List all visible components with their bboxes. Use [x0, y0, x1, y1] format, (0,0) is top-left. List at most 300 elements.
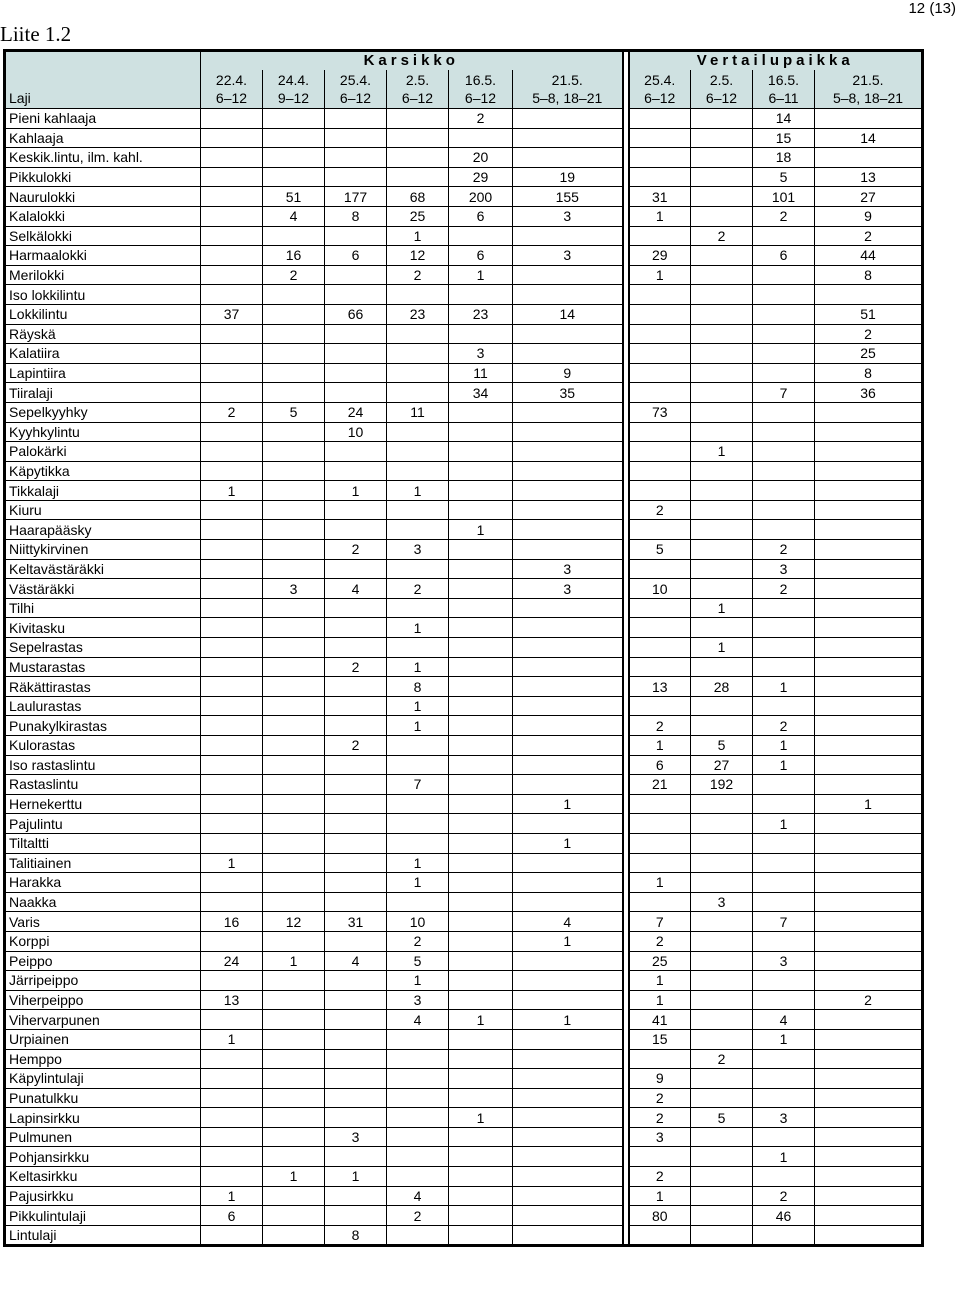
- count-cell: [815, 716, 923, 736]
- count-cell: [449, 1225, 513, 1246]
- count-cell: [263, 109, 325, 129]
- count-cell: [449, 461, 513, 481]
- count-cell: [263, 559, 325, 579]
- count-cell: [387, 794, 449, 814]
- count-cell: [449, 853, 513, 873]
- count-cell: [513, 285, 623, 305]
- count-cell: [753, 1069, 815, 1089]
- count-cell: [201, 540, 263, 560]
- count-cell: [449, 324, 513, 344]
- count-cell: 28: [691, 677, 753, 697]
- count-cell: 11: [387, 402, 449, 422]
- count-cell: 1: [691, 598, 753, 618]
- count-cell: [325, 344, 387, 364]
- count-cell: [387, 1167, 449, 1187]
- count-cell: [815, 677, 923, 697]
- species-name: Harmaalokki: [5, 246, 201, 266]
- column-time: 6–11: [768, 90, 799, 106]
- count-cell: 1: [201, 1029, 263, 1049]
- count-cell: [629, 167, 691, 187]
- count-cell: [815, 951, 923, 971]
- count-cell: 3: [753, 951, 815, 971]
- count-cell: [513, 990, 623, 1010]
- count-cell: [449, 1147, 513, 1167]
- count-cell: [263, 990, 325, 1010]
- count-cell: [325, 755, 387, 775]
- count-cell: [753, 990, 815, 1010]
- count-cell: 9: [815, 206, 923, 226]
- count-cell: [201, 187, 263, 207]
- count-cell: [815, 1108, 923, 1128]
- count-cell: [201, 716, 263, 736]
- count-cell: [387, 814, 449, 834]
- count-cell: 155: [513, 187, 623, 207]
- table-row: [5, 461, 923, 481]
- count-cell: 29: [449, 167, 513, 187]
- count-cell: [513, 736, 623, 756]
- count-cell: [513, 1088, 623, 1108]
- table-row: [5, 1088, 923, 1108]
- count-cell: [449, 657, 513, 677]
- count-cell: 4: [753, 1010, 815, 1030]
- count-cell: 2: [753, 716, 815, 736]
- count-cell: [753, 285, 815, 305]
- column-date: 16.5.: [464, 72, 497, 88]
- species-name: Iso lokkilintu: [5, 285, 201, 305]
- table-row: [5, 853, 923, 873]
- count-cell: [201, 1108, 263, 1128]
- count-cell: [629, 657, 691, 677]
- count-cell: [325, 814, 387, 834]
- count-cell: [201, 1049, 263, 1069]
- count-cell: [691, 187, 753, 207]
- count-cell: [691, 481, 753, 501]
- count-cell: 1: [201, 1186, 263, 1206]
- table-row: [5, 892, 923, 912]
- species-name: Hemppo: [5, 1049, 201, 1069]
- count-cell: [691, 931, 753, 951]
- count-cell: [513, 422, 623, 442]
- count-cell: [753, 226, 815, 246]
- count-cell: [691, 794, 753, 814]
- count-cell: [691, 265, 753, 285]
- count-cell: [629, 363, 691, 383]
- species-name: Haarapääsky: [5, 520, 201, 540]
- count-cell: 15: [629, 1029, 691, 1049]
- count-cell: [513, 442, 623, 462]
- column-time: 5–8, 18–21: [832, 90, 904, 106]
- table-row: [5, 1186, 923, 1206]
- count-cell: 6: [629, 755, 691, 775]
- count-cell: [691, 971, 753, 991]
- table-row: [5, 206, 923, 226]
- count-cell: [629, 304, 691, 324]
- count-cell: [325, 520, 387, 540]
- count-cell: [691, 1186, 753, 1206]
- count-cell: 2: [753, 540, 815, 560]
- count-cell: [201, 1088, 263, 1108]
- count-cell: 66: [325, 304, 387, 324]
- count-cell: [201, 755, 263, 775]
- count-cell: [201, 148, 263, 168]
- count-cell: [753, 833, 815, 853]
- count-cell: 3: [629, 1127, 691, 1147]
- count-cell: [691, 422, 753, 442]
- count-cell: 51: [263, 187, 325, 207]
- count-cell: 1: [449, 265, 513, 285]
- count-cell: [325, 383, 387, 403]
- count-cell: 51: [815, 304, 923, 324]
- species-name: Palokärki: [5, 442, 201, 462]
- count-cell: [513, 128, 623, 148]
- table-row: [5, 109, 923, 129]
- count-cell: [513, 500, 623, 520]
- table-row: [5, 363, 923, 383]
- count-cell: [449, 892, 513, 912]
- count-cell: 18: [753, 148, 815, 168]
- count-cell: [815, 559, 923, 579]
- count-cell: [691, 579, 753, 599]
- count-cell: [201, 461, 263, 481]
- count-cell: [629, 481, 691, 501]
- count-cell: 35: [513, 383, 623, 403]
- count-cell: [691, 1127, 753, 1147]
- count-cell: [691, 383, 753, 403]
- count-cell: [753, 892, 815, 912]
- count-cell: 3: [513, 206, 623, 226]
- count-cell: [815, 285, 923, 305]
- count-cell: [753, 931, 815, 951]
- count-cell: 1: [513, 833, 623, 853]
- count-cell: [263, 324, 325, 344]
- count-cell: [201, 677, 263, 697]
- count-cell: [513, 109, 623, 129]
- count-cell: [263, 128, 325, 148]
- column-time: 9–12: [277, 90, 310, 106]
- count-cell: [691, 148, 753, 168]
- species-name: Lapinsirkku: [5, 1108, 201, 1128]
- table-row: [5, 1167, 923, 1187]
- table-row: [5, 226, 923, 246]
- count-cell: 1: [629, 1186, 691, 1206]
- count-cell: [387, 833, 449, 853]
- count-cell: 68: [387, 187, 449, 207]
- count-cell: [815, 148, 923, 168]
- count-cell: 24: [325, 402, 387, 422]
- count-cell: [629, 344, 691, 364]
- count-cell: [449, 638, 513, 658]
- count-cell: [263, 931, 325, 951]
- table-row: [5, 324, 923, 344]
- count-cell: [325, 285, 387, 305]
- count-cell: 1: [691, 638, 753, 658]
- count-cell: 6: [449, 246, 513, 266]
- count-cell: 2: [753, 1186, 815, 1206]
- count-cell: 1: [325, 1167, 387, 1187]
- species-name: Kyyhkylintu: [5, 422, 201, 442]
- count-cell: [691, 461, 753, 481]
- count-cell: [753, 324, 815, 344]
- count-cell: [449, 402, 513, 422]
- count-cell: [325, 853, 387, 873]
- count-cell: [691, 109, 753, 129]
- count-cell: [263, 814, 325, 834]
- count-cell: 14: [513, 304, 623, 324]
- count-cell: [513, 1069, 623, 1089]
- species-name: Talitiainen: [5, 853, 201, 873]
- count-cell: 1: [629, 206, 691, 226]
- count-cell: 1: [387, 716, 449, 736]
- species-name: Varis: [5, 912, 201, 932]
- count-cell: 2: [629, 1167, 691, 1187]
- count-cell: [629, 814, 691, 834]
- column-header-right-0: [629, 70, 691, 109]
- count-cell: 11: [449, 363, 513, 383]
- table-row: [5, 1127, 923, 1147]
- table-row: [5, 1069, 923, 1089]
- count-cell: 14: [815, 128, 923, 148]
- count-cell: [325, 1049, 387, 1069]
- count-cell: [753, 481, 815, 501]
- count-cell: [815, 520, 923, 540]
- count-cell: 73: [629, 402, 691, 422]
- count-cell: 7: [753, 912, 815, 932]
- count-cell: [387, 461, 449, 481]
- count-cell: [387, 324, 449, 344]
- count-cell: 7: [753, 383, 815, 403]
- count-cell: [815, 402, 923, 422]
- count-cell: [513, 344, 623, 364]
- count-cell: [263, 833, 325, 853]
- species-name: Pohjansirkku: [5, 1147, 201, 1167]
- species-name: Pikkulintulaji: [5, 1206, 201, 1226]
- count-cell: 1: [387, 226, 449, 246]
- table-row: [5, 520, 923, 540]
- count-cell: [449, 990, 513, 1010]
- species-name: Vihervarpunen: [5, 1010, 201, 1030]
- species-name: Sepelkyyhky: [5, 402, 201, 422]
- count-cell: 1: [201, 481, 263, 501]
- count-cell: [513, 461, 623, 481]
- count-cell: [325, 500, 387, 520]
- count-cell: [263, 344, 325, 364]
- count-cell: [513, 892, 623, 912]
- count-cell: 1: [753, 677, 815, 697]
- count-cell: [387, 1029, 449, 1049]
- species-name: Tilhi: [5, 598, 201, 618]
- count-cell: [201, 1069, 263, 1089]
- count-cell: [387, 1049, 449, 1069]
- species-name: Järripeippo: [5, 971, 201, 991]
- count-cell: [753, 461, 815, 481]
- count-cell: [263, 794, 325, 814]
- count-cell: [691, 1088, 753, 1108]
- table-row: [5, 148, 923, 168]
- count-cell: [691, 1010, 753, 1030]
- count-cell: [629, 853, 691, 873]
- column-header-right-3: [815, 70, 923, 109]
- count-cell: [201, 1127, 263, 1147]
- count-cell: 1: [753, 814, 815, 834]
- count-cell: [387, 383, 449, 403]
- count-cell: [691, 167, 753, 187]
- species-name: Naurulokki: [5, 187, 201, 207]
- species-name: Selkälokki: [5, 226, 201, 246]
- count-cell: [201, 775, 263, 795]
- count-cell: [753, 422, 815, 442]
- count-cell: 13: [201, 990, 263, 1010]
- species-name: Laulurastas: [5, 696, 201, 716]
- count-cell: 3: [513, 246, 623, 266]
- count-cell: [815, 1206, 923, 1226]
- count-cell: [387, 500, 449, 520]
- count-cell: [629, 1225, 691, 1246]
- count-cell: [691, 324, 753, 344]
- count-cell: [753, 1225, 815, 1246]
- table-row: [5, 383, 923, 403]
- count-cell: [449, 794, 513, 814]
- table-row: [5, 500, 923, 520]
- count-cell: [449, 1186, 513, 1206]
- count-cell: 1: [629, 990, 691, 1010]
- count-cell: [201, 206, 263, 226]
- count-cell: [691, 1206, 753, 1226]
- count-cell: [325, 461, 387, 481]
- table-row: [5, 559, 923, 579]
- count-cell: [201, 657, 263, 677]
- count-cell: 16: [201, 912, 263, 932]
- count-cell: [513, 716, 623, 736]
- count-cell: [691, 520, 753, 540]
- count-cell: [513, 657, 623, 677]
- count-cell: [449, 814, 513, 834]
- count-cell: 1: [387, 618, 449, 638]
- count-cell: [815, 1147, 923, 1167]
- count-cell: 2: [325, 657, 387, 677]
- count-cell: [201, 696, 263, 716]
- count-cell: 1: [815, 794, 923, 814]
- column-header-right-2: [753, 70, 815, 109]
- count-cell: [201, 442, 263, 462]
- count-cell: [513, 618, 623, 638]
- count-cell: 9: [629, 1069, 691, 1089]
- count-cell: [513, 148, 623, 168]
- count-cell: [449, 1088, 513, 1108]
- count-cell: 25: [815, 344, 923, 364]
- table-row: [5, 344, 923, 364]
- count-cell: [815, 873, 923, 893]
- count-cell: 1: [325, 481, 387, 501]
- count-cell: 5: [753, 167, 815, 187]
- count-cell: [629, 422, 691, 442]
- count-cell: [201, 167, 263, 187]
- column-date: 22.4.: [215, 72, 248, 88]
- count-cell: 8: [387, 677, 449, 697]
- count-cell: [753, 696, 815, 716]
- count-cell: 23: [449, 304, 513, 324]
- count-cell: 3: [387, 540, 449, 560]
- count-cell: [201, 736, 263, 756]
- species-name: Pikkulokki: [5, 167, 201, 187]
- count-cell: [815, 618, 923, 638]
- count-cell: [513, 598, 623, 618]
- column-header-left-4: [449, 70, 513, 109]
- count-cell: [629, 442, 691, 462]
- count-cell: 27: [691, 755, 753, 775]
- count-cell: [691, 657, 753, 677]
- species-name: Urpiainen: [5, 1029, 201, 1049]
- count-cell: 1: [753, 1029, 815, 1049]
- count-cell: 5: [263, 402, 325, 422]
- count-cell: [815, 1029, 923, 1049]
- count-cell: 19: [513, 167, 623, 187]
- count-cell: [815, 1225, 923, 1246]
- count-cell: [201, 833, 263, 853]
- column-date: 25.4.: [644, 72, 676, 88]
- count-cell: [513, 638, 623, 658]
- count-cell: 2: [325, 736, 387, 756]
- table-row: [5, 736, 923, 756]
- table-row: [5, 677, 923, 697]
- count-cell: [201, 1147, 263, 1167]
- count-cell: [629, 598, 691, 618]
- count-cell: [201, 618, 263, 638]
- column-date: 24.4.: [277, 72, 310, 88]
- count-cell: [691, 833, 753, 853]
- count-cell: [263, 598, 325, 618]
- count-cell: [753, 775, 815, 795]
- count-cell: [325, 618, 387, 638]
- count-cell: [263, 1010, 325, 1030]
- count-cell: [263, 755, 325, 775]
- count-cell: [753, 794, 815, 814]
- count-cell: [513, 971, 623, 991]
- column-time: 6–12: [339, 90, 372, 106]
- count-cell: [387, 285, 449, 305]
- table-row: [5, 540, 923, 560]
- count-cell: 10: [629, 579, 691, 599]
- species-name: Tiltaltti: [5, 833, 201, 853]
- count-cell: [201, 109, 263, 129]
- count-cell: 4: [263, 206, 325, 226]
- count-cell: 1: [387, 657, 449, 677]
- count-cell: [691, 951, 753, 971]
- count-cell: [387, 167, 449, 187]
- count-cell: 3: [691, 892, 753, 912]
- count-cell: [513, 1186, 623, 1206]
- document-title: Liite 1.2: [0, 22, 72, 46]
- species-name: Punakylkirastas: [5, 716, 201, 736]
- count-cell: 7: [387, 775, 449, 795]
- count-cell: [387, 1069, 449, 1089]
- species-name: Iso rastaslintu: [5, 755, 201, 775]
- count-cell: [815, 1186, 923, 1206]
- species-name: Kalatiira: [5, 344, 201, 364]
- count-cell: [325, 990, 387, 1010]
- species-name: Käpytikka: [5, 461, 201, 481]
- table-row: [5, 304, 923, 324]
- count-cell: [691, 500, 753, 520]
- count-cell: 12: [387, 246, 449, 266]
- count-cell: [691, 1225, 753, 1246]
- count-cell: [387, 128, 449, 148]
- count-cell: 29: [629, 246, 691, 266]
- table-row: [5, 951, 923, 971]
- count-cell: [629, 794, 691, 814]
- table-row: [5, 814, 923, 834]
- species-name: Kiuru: [5, 500, 201, 520]
- count-cell: 27: [815, 187, 923, 207]
